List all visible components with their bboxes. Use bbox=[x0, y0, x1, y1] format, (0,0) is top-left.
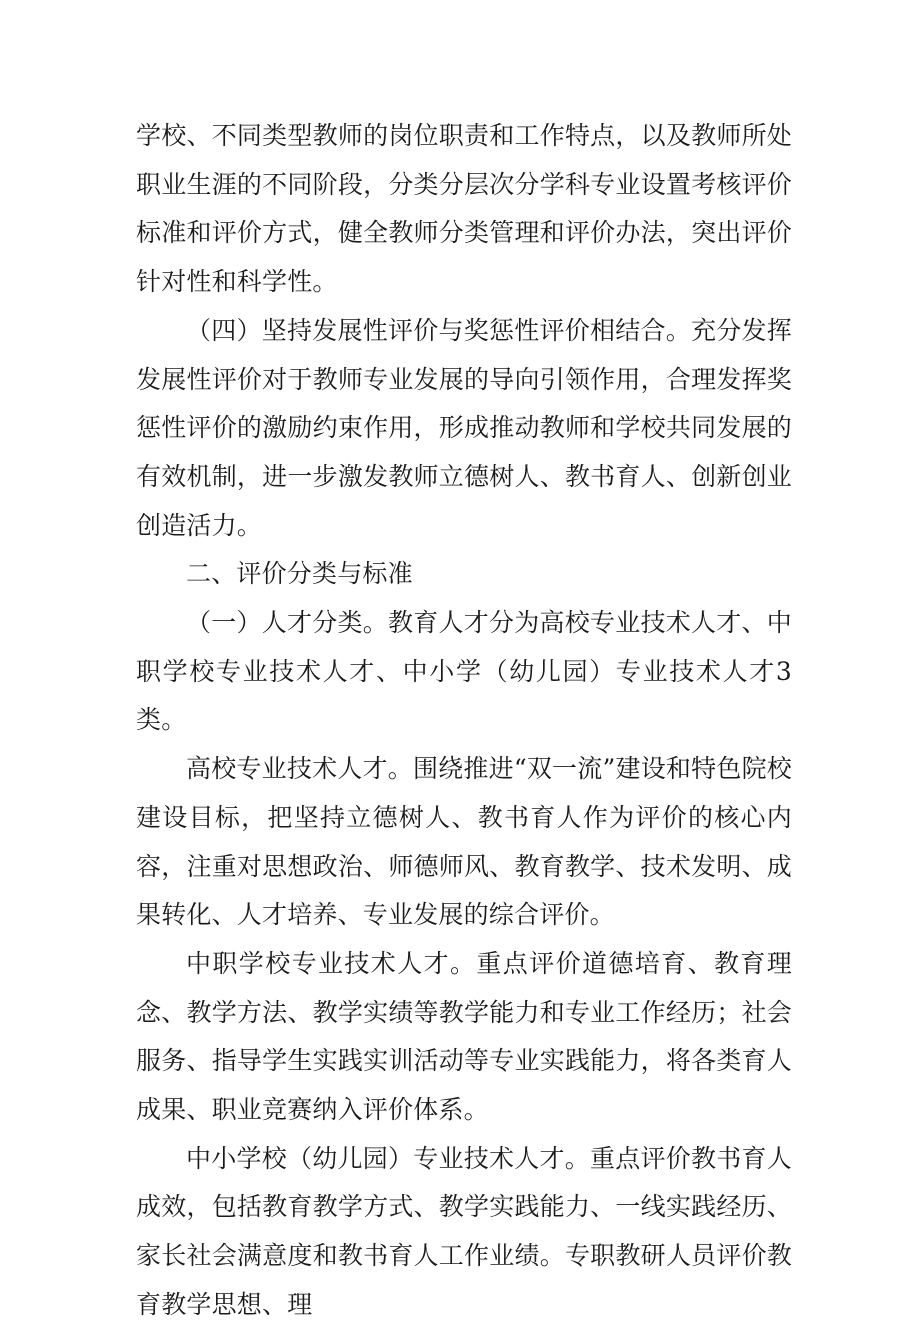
paragraph-talent-classification: （一）人才分类。教育人才分为高校专业技术人才、中职学校专业技术人才、中小学（幼儿园）专业技术人才3类。 bbox=[136, 608, 792, 735]
paragraph-continuation: 学校、不同类型教师的岗位职责和工作特点，以及教师所处职业生涯的不同阶段，分类分层次分学科专业设置考核评价标准和评价方式，健全教师分类管理和评价办法，突出评价针对性和科学性。 bbox=[136, 121, 792, 297]
paragraph-principle-four: （四）坚持发展性评价与奖惩性评价相结合。充分发挥发展性评价对于教师专业发展的导向引领作用，合理发挥奖惩性评价的激励约束作用，形成推动教师和学校共同发展的有效机制，进一步激发教师立德树人、教书育人、创新创业创造活力。 bbox=[136, 315, 792, 540]
paragraph-vocational-talent: 中职学校专业技术人才。重点评价道德培育、教育理念、教学方法、教学实绩等教学能力和专业工作经历；社会服务、指导学生实践实训活动等专业实践能力，将各类育人成果、职业竞赛纳入评价体系。 bbox=[136, 948, 792, 1125]
document-body bbox=[136, 112, 792, 1330]
paragraph-primary-secondary-talent: 中小学校（幼儿园）专业技术人才。重点评价教书育人成效，包括教育教学方式、教学实践能力、一线实践经历、家长社会满意度和教书育人工作业绩。专职教研人员评价教育教学思想、理 bbox=[136, 1143, 792, 1319]
paragraph-university-talent: 高校专业技术人才。围绕推进“双一流”建设和特色院校建设目标，把坚持立德树人、教书育人作为评价的核心内容，注重对思想政治、师德师风、教育教学、技术发明、成果转化、人才培养、专业发展的综合评价。 bbox=[136, 754, 792, 930]
section-heading: 二、评价分类与标准 bbox=[186, 559, 413, 589]
